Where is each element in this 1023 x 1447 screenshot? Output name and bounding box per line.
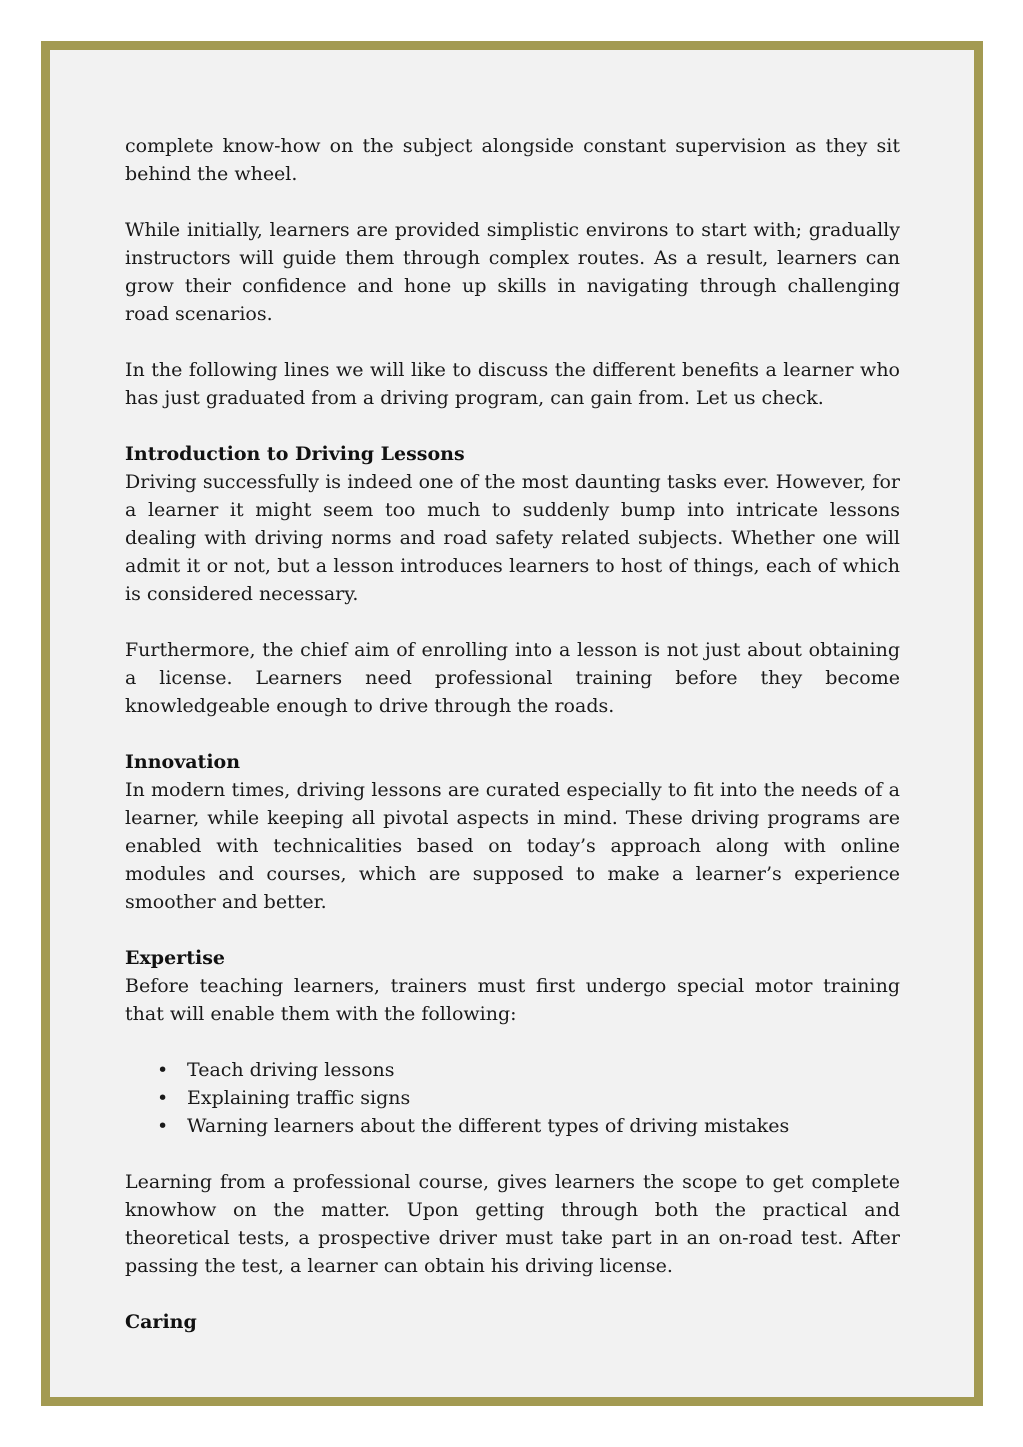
paragraph-expertise: Before teaching learners, trainers must first undergo special motor training that will enable them with the following: <box>125 975 900 1025</box>
paragraph-innovation: In modern times, driving lessons are curated especially to fit into the needs of a learner, while keeping all pivotal aspects in mind. These driving programs are enabled with technicalities based on today’s approach along with online modules and courses, which are supposed to make a learner’s experience smoother and better. <box>125 779 900 913</box>
page-frame <box>41 41 983 1406</box>
list-item <box>125 1056 900 1084</box>
document-body <box>125 132 900 1336</box>
spacer <box>125 916 900 944</box>
spacer <box>125 608 900 636</box>
bullet-icon: • <box>157 1087 169 1109</box>
paragraph-benefits-intro: In the following lines we will like to discuss the different benefits a learner who has just graduated from a driving program, can gain from. Let us check. <box>125 359 900 409</box>
list-item-text: Teach driving lessons <box>187 1059 395 1081</box>
bullet-list <box>125 1056 900 1140</box>
paragraph-introduction: Driving successfully is indeed one of the most daunting tasks ever. However, for a learner it might seem too much to suddenly bump into intricate lessons dealing with driving norms and road safety related subjects. Whether one will admit it or not, but a lesson introduces learners to host of things, each of which is considered necessary. <box>125 471 900 605</box>
list-item <box>125 1112 900 1140</box>
heading-innovation: Innovation <box>125 751 241 773</box>
spacer <box>125 720 900 748</box>
paragraph-chief-aim: Furthermore, the chief aim of enrolling into a lesson is not just about obtaining a license. Learners need professional training before they become knowledgeable enough to drive through the roads. <box>125 639 900 717</box>
list-item-text: Explaining traffic signs <box>187 1087 411 1109</box>
heading-caring: Caring <box>125 1311 197 1333</box>
paragraph-continuation: complete know-how on the subject alongside constant supervision as they sit behind the wheel. <box>125 135 900 185</box>
spacer <box>125 1028 900 1056</box>
spacer <box>125 188 900 216</box>
list-item <box>125 1084 900 1112</box>
heading-introduction: Introduction to Driving Lessons <box>125 443 465 465</box>
paragraph-professional-course: Learning from a professional course, gives learners the scope to get complete knowhow on the matter. Upon getting through both the practical and theoretical tests, a prospective driver must take part in an on-road test. After passing the test, a learner can obtain his driving license. <box>125 1171 900 1277</box>
spacer <box>125 412 900 440</box>
bullet-icon: • <box>157 1059 169 1081</box>
spacer <box>125 328 900 356</box>
list-item-text: Warning learners about the different types of driving mistakes <box>187 1115 790 1137</box>
spacer <box>125 1140 900 1168</box>
heading-expertise: Expertise <box>125 947 225 969</box>
paragraph-learners-environs: While initially, learners are provided simplistic environs to start with; gradually instructors will guide them through complex routes. As a result, learners can grow their confidence and hone up skills in navigating through challenging road scenarios. <box>125 219 900 325</box>
bullet-icon: • <box>157 1115 169 1137</box>
spacer <box>125 1280 900 1308</box>
